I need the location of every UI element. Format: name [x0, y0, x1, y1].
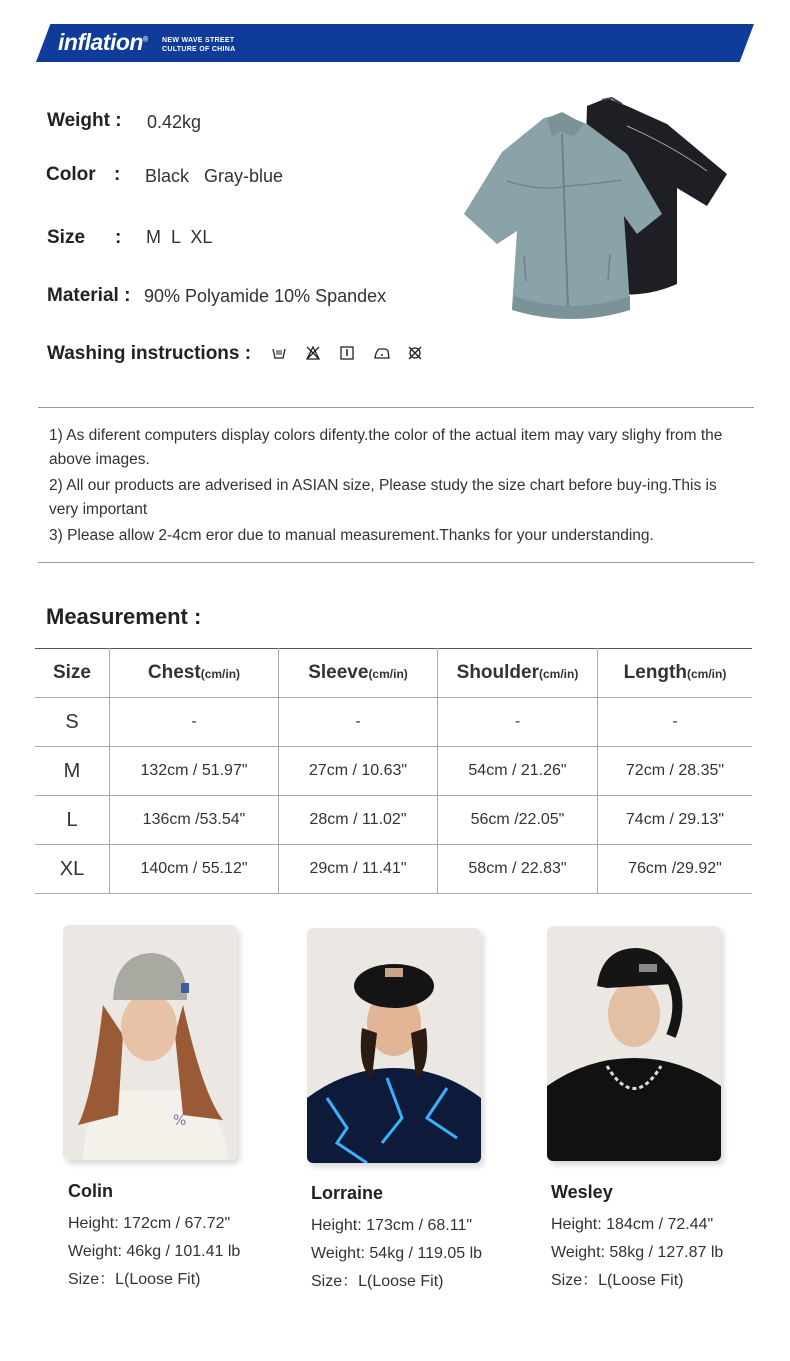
color-colon: : [114, 164, 121, 185]
model-card-colin [68, 1181, 240, 1294]
divider-bottom [38, 562, 754, 563]
weight-value: 0.42kg [147, 112, 202, 132]
cell-shoulder: 54cm / 21.26" [438, 747, 598, 796]
color-value: Black Gray-blue [145, 166, 284, 186]
divider-top [38, 407, 754, 408]
brand-tagline: NEW WAVE STREET CULTURE OF CHINA [162, 37, 236, 53]
brand-logo: inflation® [58, 29, 148, 55]
measurement-table [35, 648, 752, 894]
cell-size: L [35, 796, 110, 845]
header-chest: Chest(cm/in) [110, 649, 279, 698]
model-size: Size：L(Loose Fit) [551, 1272, 684, 1289]
model-weight: Weight: 54kg / 119.05 lb [311, 1245, 483, 1262]
header-length: Length(cm/in) [598, 649, 753, 698]
model-photo-lorraine [307, 928, 481, 1163]
color-label: Color [46, 164, 96, 185]
measurement-title: Measurement : [46, 604, 202, 629]
no-dry-clean-icon [408, 346, 422, 360]
model-weight: Weight: 46kg / 101.41 lb [68, 1243, 241, 1260]
model-photo-colin [63, 925, 237, 1160]
header-sleeve: Sleeve(cm/in) [279, 649, 438, 698]
table-header-row [35, 649, 752, 698]
model-card-lorraine [311, 1183, 482, 1296]
dry-flat-icon [340, 346, 354, 360]
low-iron-icon [374, 346, 388, 360]
table-row [35, 747, 752, 796]
model-height: Height: 173cm / 68.11" [311, 1217, 473, 1234]
model-size: Size：L(Loose Fit) [311, 1273, 444, 1290]
table-row [35, 796, 752, 845]
hand-wash-icon [272, 346, 286, 360]
cell-shoulder: 58cm / 22.83" [438, 845, 598, 894]
cell-shoulder: 56cm /22.05" [438, 796, 598, 845]
model-name: Wesley [551, 1182, 613, 1202]
header-size: Size [35, 649, 110, 698]
header-shoulder: Shoulder(cm/in) [438, 649, 598, 698]
cell-length: 74cm / 29.13" [598, 796, 753, 845]
notes-block [49, 424, 749, 551]
cell-chest: - [110, 698, 279, 747]
material-value: 90% Polyamide 10% Spandex [144, 286, 387, 306]
note-3: 3) Please allow 2-4cm eror due to manual measurement.Thanks for your understanding. [49, 527, 654, 544]
cell-sleeve: 28cm / 11.02" [279, 796, 438, 845]
cell-shoulder: - [438, 698, 598, 747]
model-card-wesley [551, 1182, 723, 1295]
no-bleach-icon [306, 346, 320, 360]
cell-chest: 132cm / 51.97" [110, 747, 279, 796]
cell-length: 76cm /29.92" [598, 845, 753, 894]
cell-sleeve: - [279, 698, 438, 747]
weight-label: Weight : [47, 110, 122, 131]
cell-chest: 140cm / 55.12" [110, 845, 279, 894]
washing-label: Washing instructions : [47, 343, 252, 364]
cell-sleeve: 27cm / 10.63" [279, 747, 438, 796]
svg-text:%: % [173, 1113, 187, 1129]
cell-chest: 136cm /53.54" [110, 796, 279, 845]
table-row [35, 845, 752, 894]
washing-icons [272, 346, 422, 360]
note-2: 2) All our products are adverised in ASIAN size, Please study the size chart before buy-ing.This is very important [49, 477, 717, 518]
model-size: Size：L(Loose Fit) [68, 1271, 201, 1288]
table-row [35, 698, 752, 747]
model-height: Height: 172cm / 67.72" [68, 1215, 231, 1232]
model-height: Height: 184cm / 72.44" [551, 1216, 714, 1233]
model-weight: Weight: 58kg / 127.87 lb [551, 1244, 724, 1261]
cell-size: M [35, 747, 110, 796]
size-label: Size [47, 227, 86, 248]
model-photo-wesley [547, 926, 721, 1161]
material-label: Material : [47, 285, 131, 306]
note-1: 1) As diferent computers display colors difenty.the color of the actual item may vary slighy from the above images. [49, 427, 723, 468]
cell-size: XL [35, 845, 110, 894]
cell-length: 72cm / 28.35" [598, 747, 753, 796]
cell-sleeve: 29cm / 11.41" [279, 845, 438, 894]
model-name: Colin [68, 1181, 113, 1201]
cell-length: - [598, 698, 753, 747]
cell-size: S [35, 698, 110, 747]
product-jackets-image [462, 96, 732, 328]
size-value: M L XL [146, 227, 213, 247]
model-name: Lorraine [311, 1183, 384, 1203]
size-colon: : [115, 227, 122, 248]
